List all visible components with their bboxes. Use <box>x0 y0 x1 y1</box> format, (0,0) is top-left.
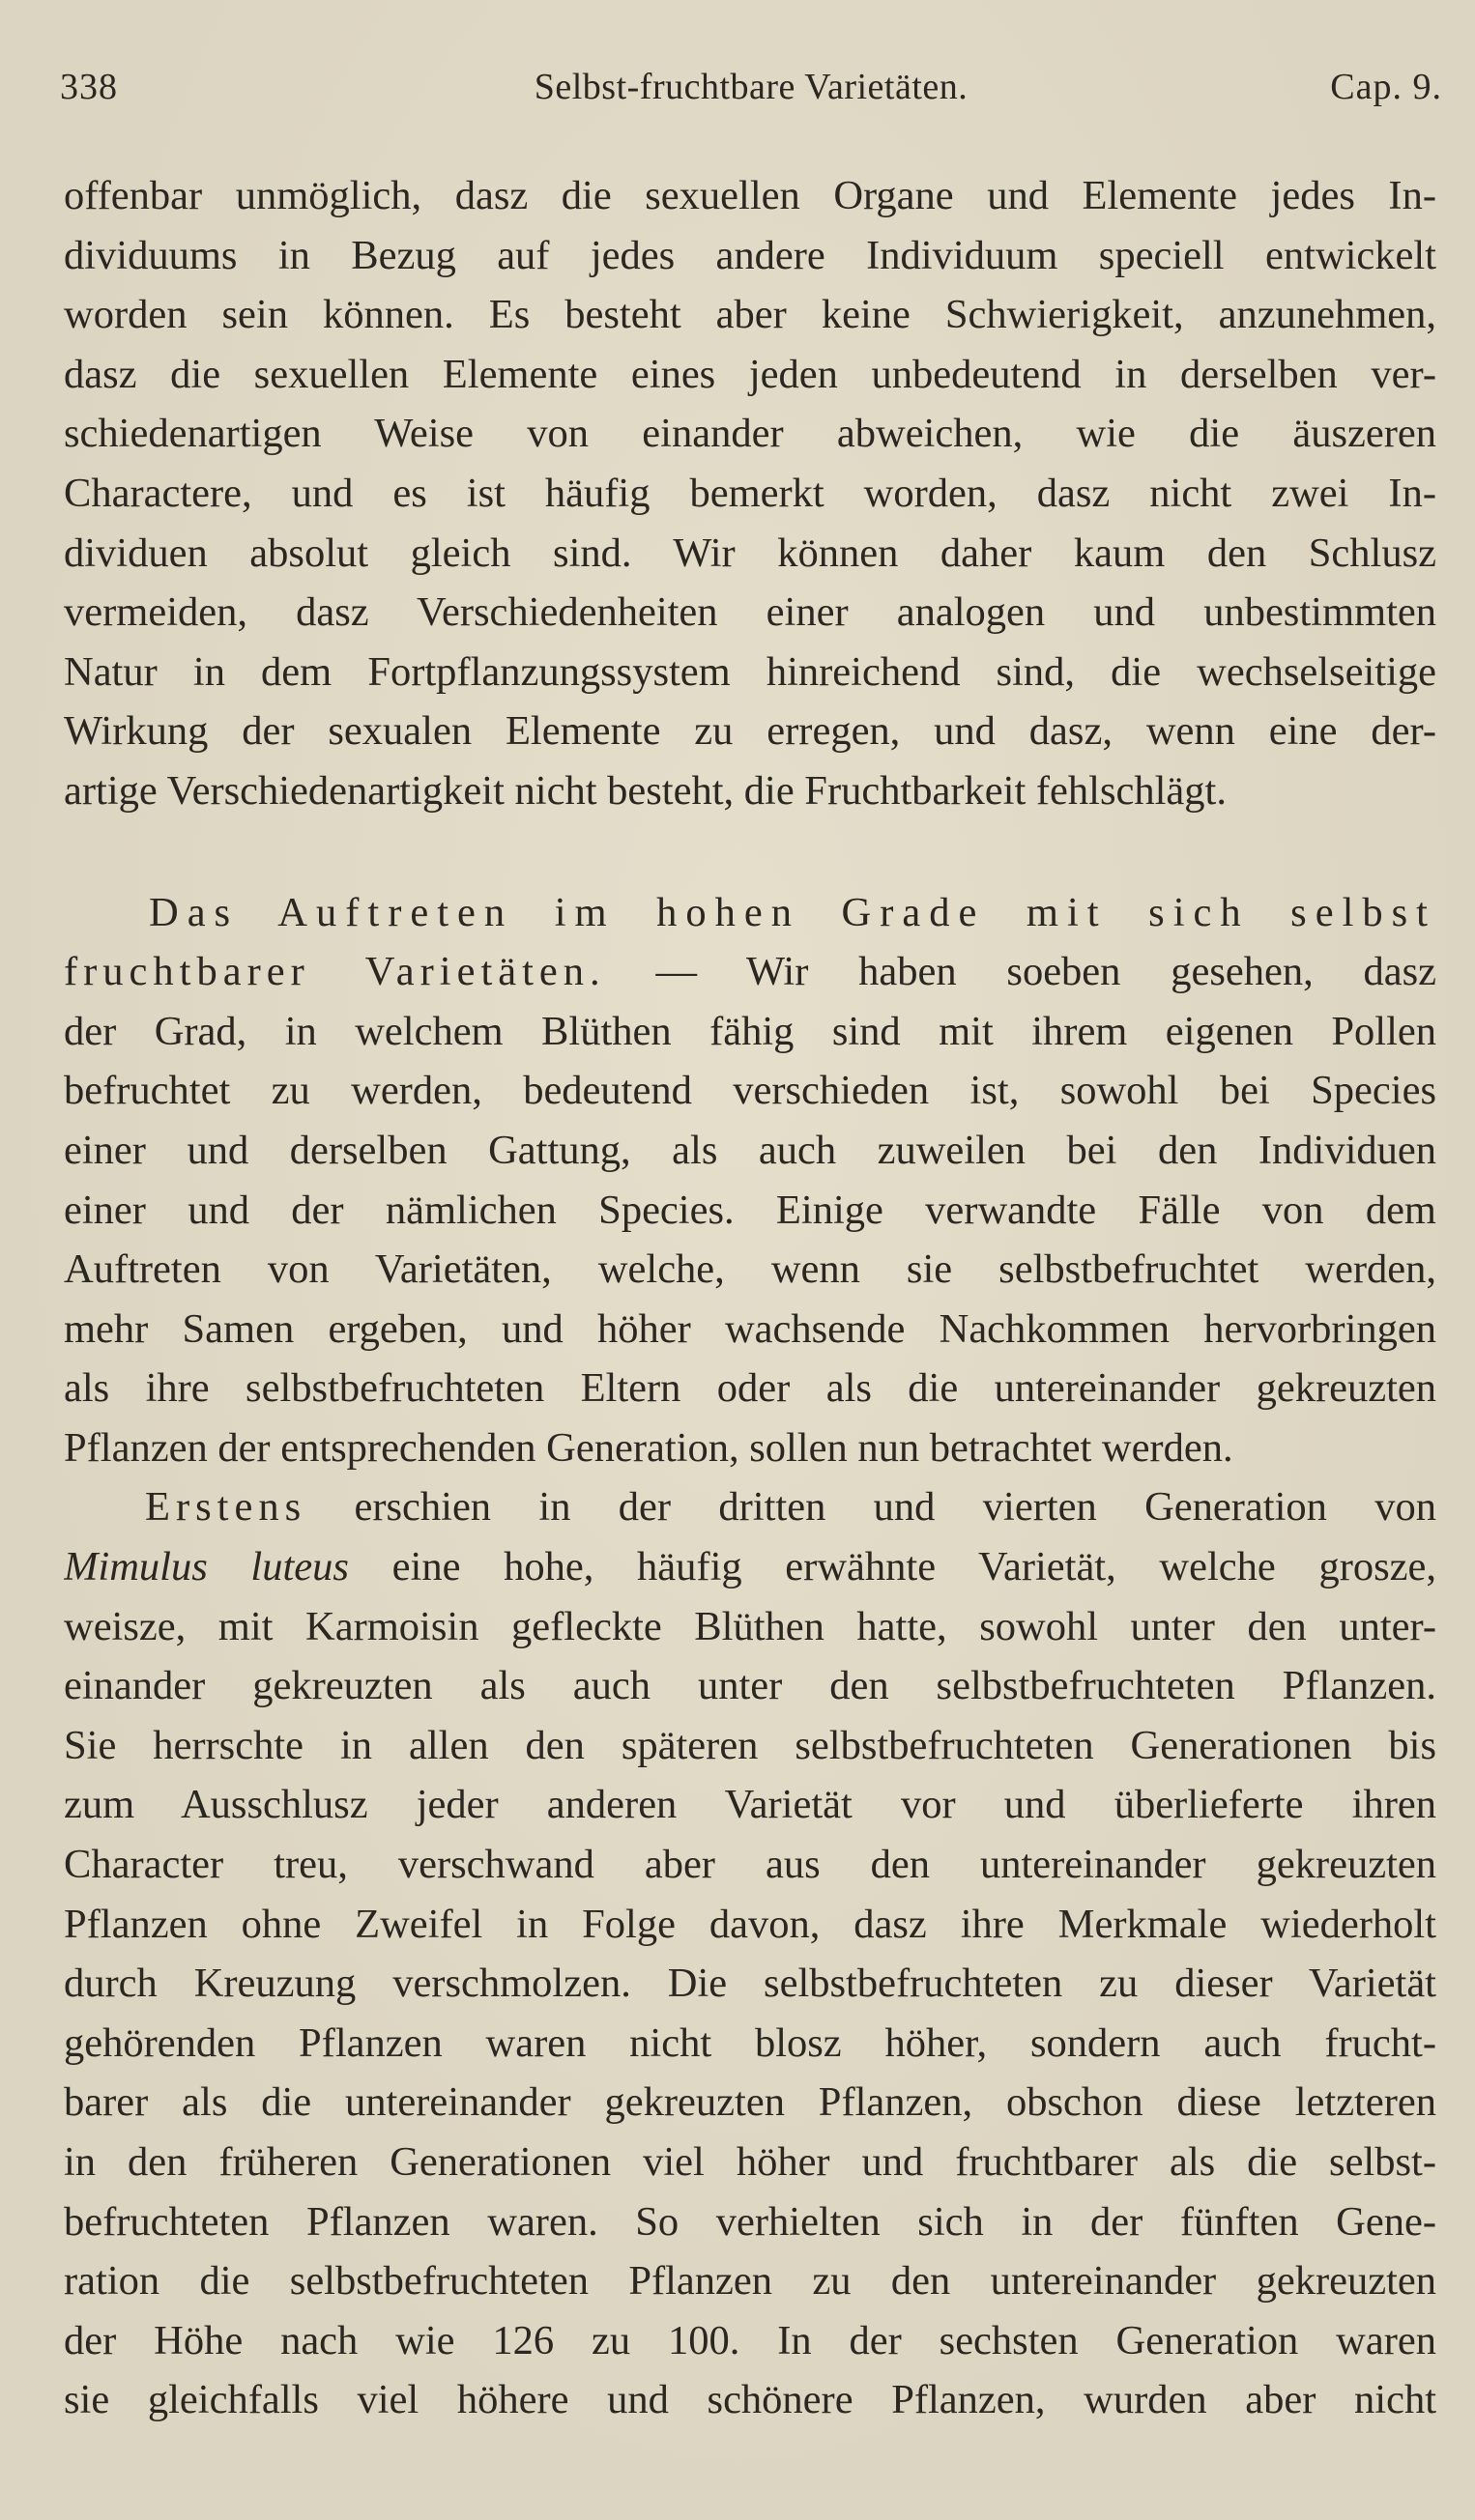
text-line: barer als die untereinander gekreuzten Pflanzen, obschon diese letzteren <box>64 2079 1436 2126</box>
text-line: gehörenden Pflanzen waren nicht blosz höher, sondern auch frucht- <box>64 2019 1436 2066</box>
page-number: 338 <box>60 67 118 107</box>
body-text <box>64 166 1436 2430</box>
species-name: Mimulus luteus <box>64 1544 349 1590</box>
chapter-label: Cap. 9. <box>1330 67 1442 107</box>
paragraph-2 <box>64 883 1436 1478</box>
text-line: mehr Samen ergeben, und höher wachsende Nachkommen hervorbringen <box>64 1305 1436 1352</box>
lead-word: Erstens <box>145 1484 307 1531</box>
text-run: erschien in der dritten und vierten Generation von <box>354 1484 1436 1531</box>
text-line: ration die selbstbefruchteten Pflanzen zu den untereinander gekreuzten <box>64 2258 1436 2305</box>
text-line: sie gleichfalls viel höhere und schönere Pflanzen, wurden aber nicht <box>64 2377 1436 2423</box>
text-line: Pflanzen der entsprechenden Generation, sollen nun betrachtet werden. <box>64 1424 1233 1471</box>
text-line: schiedenartigen Weise von einander abweichen, wie die äuszeren <box>64 411 1436 457</box>
text-line: Wirkung der sexualen Elemente zu erregen, und dasz, wenn eine der- <box>64 708 1436 755</box>
text-line: befruchtet zu werden, bedeutend verschieden ist, sowohl bei Species <box>64 1068 1436 1114</box>
text-line: einander gekreuzten als auch unter den selbstbefruchteten Pflanzen. <box>64 1663 1436 1709</box>
text-line: Charactere, und es ist häufig bemerkt worden, dasz nicht zwei In- <box>64 470 1436 516</box>
text-line: der Grad, in welchem Blüthen fähig sind mit ihrem eigenen Pollen <box>64 1008 1436 1054</box>
text-line: Pflanzen ohne Zweifel in Folge davon, dasz ihre Merkmale wiederholt <box>64 1901 1436 1947</box>
text-run: — Wir haben soeben gesehen, dasz <box>655 949 1436 995</box>
text-line: durch Kreuzung verschmolzen. Die selbstbefruchteten zu dieser Varietät <box>64 1961 1436 2007</box>
section-heading-continued: fruchtbarer Varietäten. <box>64 949 606 995</box>
text-line: Auftreten von Varietäten, welche, wenn sie selbstbefruchtet werden, <box>64 1246 1436 1293</box>
text-line: dividuums in Bezug auf jedes andere Individuum speciell entwickelt <box>64 232 1436 278</box>
text-line <box>64 1477 1436 1537</box>
page-header <box>60 66 1442 124</box>
text-line: einer und der nämlichen Species. Einige verwandte Fälle von dem <box>64 1187 1436 1233</box>
text-line: einer und derselben Gattung, als auch zuweilen bei den Individuen <box>64 1127 1436 1173</box>
text-line: vermeiden, dasz Verschiedenheiten einer analogen und unbestimmten <box>64 589 1436 636</box>
paragraph-3 <box>64 1477 1436 2430</box>
text-line: Sie herrschte in allen den späteren selbstbefruchteten Generationen bis <box>64 1722 1436 1768</box>
text-line: zum Ausschlusz jeder anderen Varietät vor und überlieferte ihren <box>64 1782 1436 1828</box>
text-line: dividuen absolut gleich sind. Wir können daher kaum den Schlusz <box>64 530 1436 576</box>
text-line: als ihre selbstbefruchteten Eltern oder als die untereinander gekreuzten <box>64 1365 1436 1412</box>
text-line: befruchteten Pflanzen waren. So verhielten sich in der fünften Gene- <box>64 2198 1436 2245</box>
text-line: worden sein können. Es besteht aber keine Schwierigkeit, anzunehmen, <box>64 292 1436 338</box>
text-line <box>64 1537 1436 1597</box>
text-run: eine hohe, häufig erwähnte Varietät, welche grosze, <box>391 1544 1436 1590</box>
text-line: in den früheren Generationen viel höher und fruchtbarer als die selbst- <box>64 2139 1436 2185</box>
text-line: weisze, mit Karmoisin gefleckte Blüthen hatte, sowohl unter den unter- <box>64 1603 1436 1649</box>
text-line: artige Verschiedenartigkeit nicht besteht, die Fruchtbarkeit fehlschlägt. <box>64 767 1227 814</box>
text-line: der Höhe nach wie 126 zu 100. In der sechsten Generation waren <box>64 2317 1436 2363</box>
text-line <box>64 942 1436 1002</box>
text-line: Character treu, verschwand aber aus den untereinander gekreuzten <box>64 1842 1436 1888</box>
section-heading: Das Auftreten im hohen Grade mit sich selbst <box>149 889 1436 935</box>
text-line: Natur in dem Fortpflanzungssystem hinreichend sind, die wechselseitige <box>64 648 1436 695</box>
text-line: dasz die sexuellen Elemente eines jeden unbedeutend in derselben ver- <box>64 351 1436 397</box>
running-title: Selbst-fruchtbare Varietäten. <box>534 67 969 107</box>
paragraph-1 <box>64 166 1436 821</box>
text-line: offenbar unmöglich, dasz die sexuellen Organe und Elemente jedes In- <box>64 173 1436 218</box>
paragraph-gap <box>64 821 1436 883</box>
